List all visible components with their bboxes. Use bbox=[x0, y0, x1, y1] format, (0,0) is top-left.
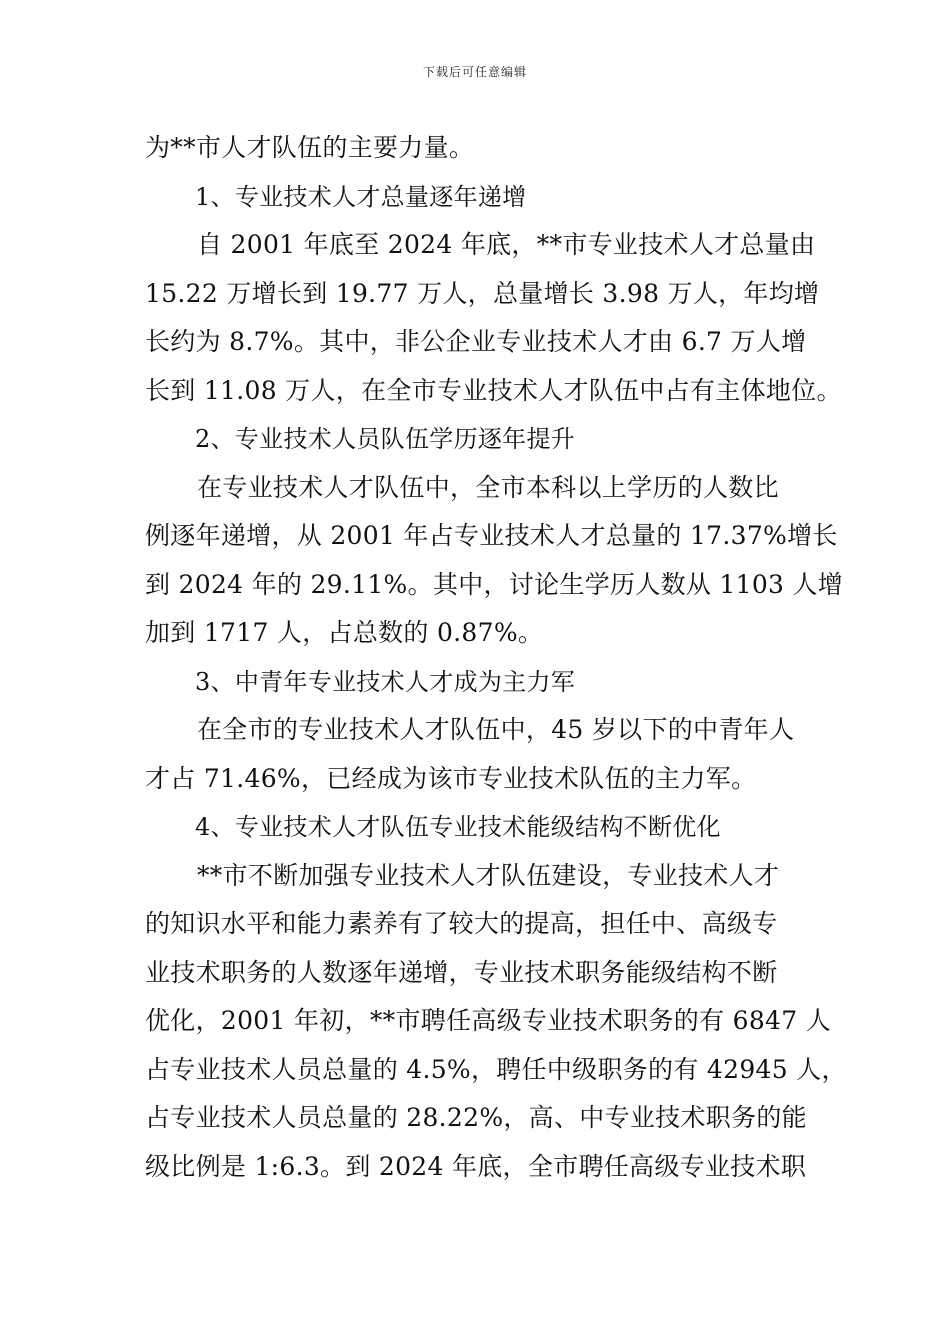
text-line: 例逐年递增，从 2001 年占专业技术人才总量的 17.37%增长 bbox=[145, 521, 838, 550]
page-header: 下载后可任意编辑 bbox=[422, 65, 527, 79]
text-line: 15.22 万增长到 19.77 万人，总量增长 3.98 万人，年均增 bbox=[145, 278, 820, 308]
document-body bbox=[145, 124, 847, 1191]
text-line: 业技术职务的人数逐年递增，专业技术职务能级结构不断 bbox=[145, 957, 778, 987]
text-line: 占专业技术人员总量的 4.5%，聘任中级职务的有 42945 人， bbox=[145, 1054, 847, 1084]
text-line: 加到 1717 人，占总数的 0.87%。 bbox=[145, 618, 544, 647]
section-heading: 2、专业技术人员队伍学历逐年提升 bbox=[195, 425, 576, 453]
text-line: 自 2001 年底至 2024 年底，**市专业技术人才总量由 bbox=[197, 230, 816, 259]
text-line: 优化，2001 年初，**市聘任高级专业技术职务的有 6847 人 bbox=[145, 1006, 831, 1035]
text-line: 占专业技术人员总量的 28.22%，高、中专业技术职务的能 bbox=[145, 1103, 807, 1132]
text-line: 长到 11.08 万人，在全市专业技术人才队伍中占有主体地位。 bbox=[145, 375, 842, 405]
section-heading: 1、专业技术人才总量逐年递增 bbox=[195, 182, 527, 211]
text-line: 到 2024 年的 29.11%。其中，讨论生学历人数从 1103 人增 bbox=[145, 569, 844, 599]
text-line: 在专业技术人才队伍中，全市本科以上学历的人数比 bbox=[197, 472, 779, 502]
text-line: 级比例是 1:6.3。到 2024 年底，全市聘任高级专业技术职 bbox=[145, 1151, 807, 1181]
text-line: 在全市的专业技术人才队伍中，45 岁以下的中青年人 bbox=[197, 715, 795, 744]
text-line: **市不断加强专业技术人才队伍建设，专业技术人才 bbox=[197, 860, 780, 890]
text-line: 才占 71.46%，已经成为该市专业技术队伍的主力军。 bbox=[145, 763, 757, 793]
text-line: 为**市人才队伍的主要力量。 bbox=[145, 133, 475, 162]
section-heading: 3、中青年专业技术人才成为主力军 bbox=[195, 667, 576, 696]
text-line: 的知识水平和能力素养有了较大的提高，担任中、高级专 bbox=[145, 909, 778, 938]
text-line: 长约为 8.7%。其中，非公企业专业技术人才由 6.7 万人增 bbox=[145, 327, 807, 356]
section-heading: 4、专业技术人才队伍专业技术能级结构不断优化 bbox=[195, 813, 721, 841]
